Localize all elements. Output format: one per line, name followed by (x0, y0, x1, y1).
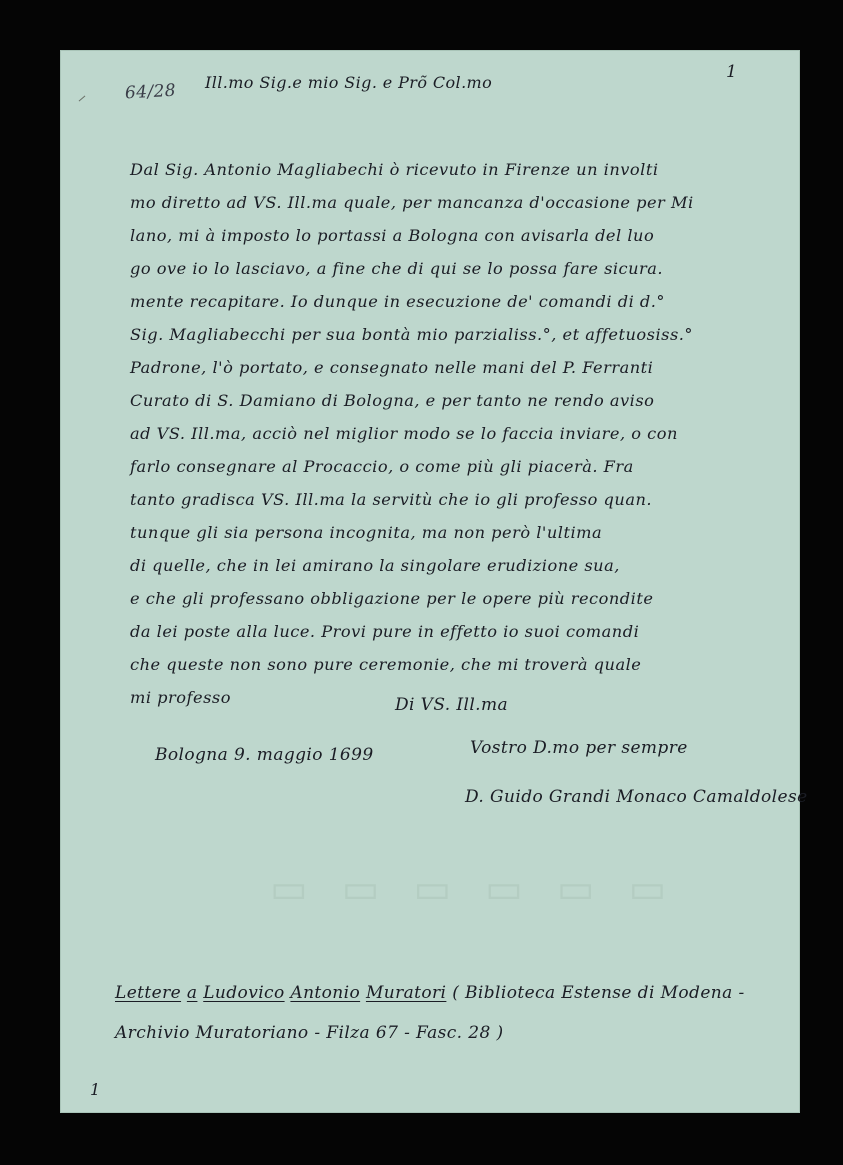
pencil-tick-mark (79, 96, 86, 102)
signature-line-1: Vostro D.mo per sempre (470, 738, 688, 758)
body-line: go ove io lo lasciavo, a fine che di qui se lo possa fare sicura. (130, 259, 664, 278)
body-line: che queste non sono pure ceremonie, che mi troverà quale (130, 655, 642, 674)
body-line: mente recapitare. Io dunque in esecuzione de' comandi di d.° (130, 292, 665, 311)
body-line: tanto gradisca VS. Ill.ma la servitù che io gli professo quan. (130, 490, 653, 509)
faint-watermark: ▭ ▭ ▭ ▭ ▭ ▭ (270, 865, 677, 912)
body-line: e che gli professano obbligazione per le opere più recondite (130, 589, 654, 608)
signature-line-2: D. Guido Grandi Monaco Camaldolese (465, 787, 808, 807)
body-line: Padrone, l'ò portato, e consegnato nelle mani del P. Ferranti (130, 358, 654, 377)
body-line: lano, mi à imposto lo portassi a Bologna con avisarla del luo (130, 226, 655, 245)
footer-mark: 1 (90, 1080, 101, 1099)
body-line: da lei poste alla luce. Provi pure in effetto io suoi comandi (130, 622, 640, 641)
body-line: mi professo (130, 688, 231, 707)
body-line: mo diretto ad VS. Ill.ma quale, per mancanza d'occasione per Mi (130, 193, 694, 212)
source-note-word: Muratori (365, 983, 447, 1003)
source-note (115, 973, 745, 1053)
source-note-word: Ludovico (203, 983, 285, 1003)
letter-sheet (60, 50, 808, 1113)
source-note-word: a (186, 983, 198, 1003)
body-line: Curato di S. Damiano di Bologna, e per tanto ne rendo aviso (130, 391, 655, 410)
body-line: tunque gli sia persona incognita, ma non però l'ultima (130, 523, 603, 542)
body-line: Dal Sig. Antonio Magliabechi ò ricevuto in Firenze un involti (130, 160, 659, 179)
archive-number: 64/28 (124, 80, 177, 104)
body-line: di quelle, che in lei amirano la singolare erudizione sua, (130, 556, 620, 575)
source-note-word: Lettere (115, 983, 182, 1003)
body-line: ad VS. Ill.ma, acciò nel miglior modo se lo faccia inviare, o con (130, 424, 678, 443)
closing-formula: Di VS. Ill.ma (395, 695, 509, 715)
page-number: 1 (726, 62, 738, 82)
place-and-date: Bologna 9. maggio 1699 (155, 745, 374, 765)
salutation: Ill.mo Sig.e mio Sig. e Prõ Col.mo (205, 73, 493, 92)
body-line: farlo consegnare al Procaccio, o come più gli piacerà. Fra (130, 457, 634, 476)
source-note-word: Antonio (290, 983, 361, 1003)
source-note-reference: ( Biblioteca Estense di Modena - Archivio Muratoriano - Filza 67 - Fasc. 28 ) (115, 983, 745, 1043)
body-line: Sig. Magliabecchi per sua bontà mio parzialiss.°, et affetuosiss.° (130, 325, 694, 344)
